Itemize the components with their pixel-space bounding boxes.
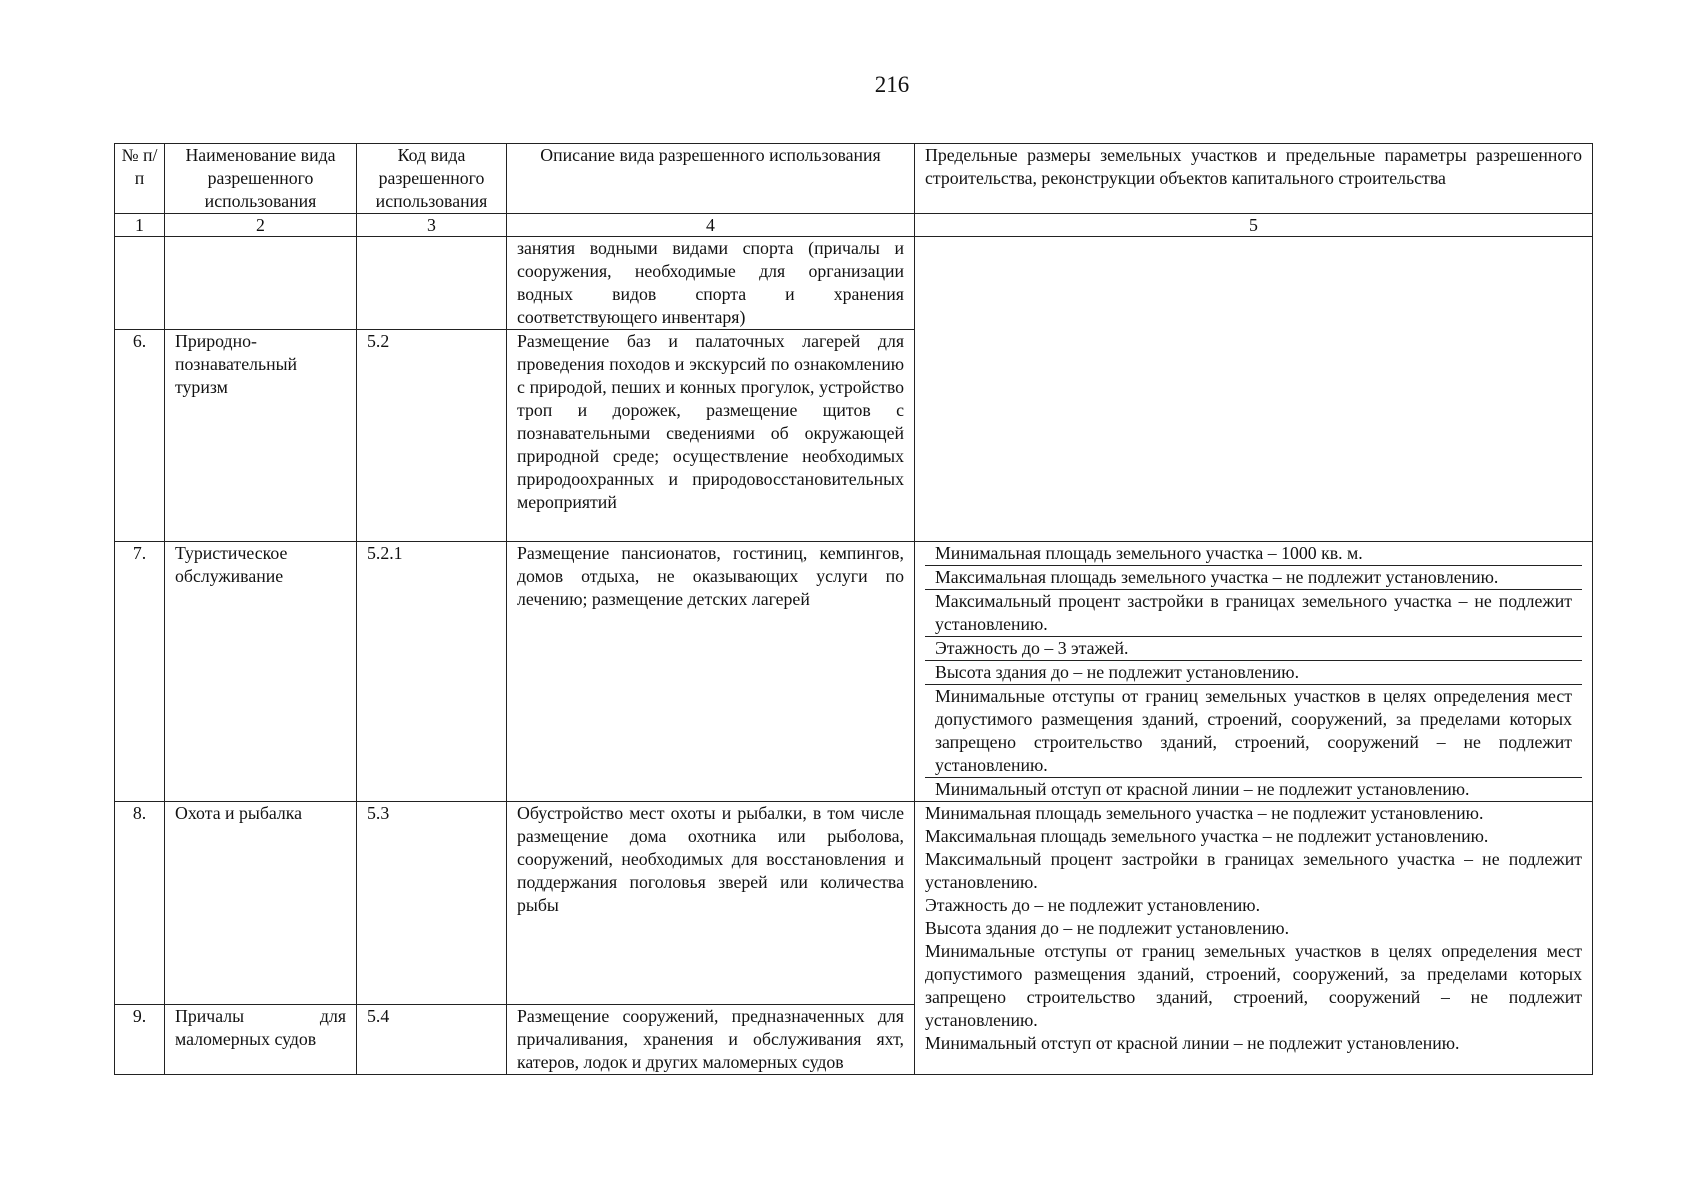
header-row	[115, 144, 1593, 214]
column-number: 1	[115, 214, 165, 237]
header-params: Предельные размеры земельных участков и предельные параметры разрешенного строительства, реконструкции объектов капитального строительства	[915, 144, 1593, 214]
param-height: Высота здания до – не подлежит установлению.	[925, 660, 1582, 684]
header-name: Наименование вида разрешенного использования	[165, 144, 357, 214]
param-red-line-setback: Минимальный отступ от красной линии – не подлежит установлению.	[925, 777, 1582, 801]
empty-params-cell	[915, 237, 1593, 542]
column-number: 2	[165, 214, 357, 237]
cont-code	[357, 237, 507, 330]
page-number: 216	[874, 72, 910, 97]
param-min-setbacks: Минимальные отступы от границ земельных участков в целях определения мест допустимого размещения зданий, строений, сооружений, за пределами которых запрещено строительство зданий, строений, сооружений – не подлежит установлению.	[925, 684, 1582, 777]
use-description: Размещение баз и палаточных лагерей для проведения походов и экскурсий по ознакомлению с природой, пеших и конных прогулок, устройство троп и дорожек, размещение щитов с познавательными сведениями об окружающей природной среде; осуществление необходимых природоохранных и природовосстановительных мероприятий	[507, 330, 915, 542]
header-desc: Описание вида разрешенного использования	[507, 144, 915, 214]
use-code: 5.4	[357, 1005, 507, 1075]
param-min-area: Минимальная площадь земельного участка – не подлежит установлению.	[925, 803, 1484, 823]
row-number: 6.	[115, 330, 165, 542]
table-row	[115, 237, 1593, 330]
param-floors: Этажность до – не подлежит установлению.	[925, 895, 1261, 915]
table-row	[115, 542, 1593, 802]
use-description: Размещение пансионатов, гостиниц, кемпингов, домов отдыха, не оказывающих услуги по лечению; размещение детских лагерей	[507, 542, 915, 802]
cont-name	[165, 237, 357, 330]
column-number: 3	[357, 214, 507, 237]
use-description: Размещение сооружений, предназначенных для причаливания, хранения и обслуживания яхт, катеров, лодок и других маломерных судов	[507, 1005, 915, 1075]
column-number-row	[115, 214, 1593, 237]
use-name: Природно-познавательный туризм	[165, 330, 357, 542]
param-max-area: Максимальная площадь земельного участка – не подлежит установлению.	[925, 565, 1582, 589]
column-number: 4	[507, 214, 915, 237]
table-row	[115, 802, 1593, 1005]
use-name: Охота и рыбалка	[165, 802, 357, 1005]
cont-num	[115, 237, 165, 330]
param-min-area: Минимальная площадь земельного участка – 1000 кв. м.	[935, 543, 1363, 563]
param-height: Высота здания до – не подлежит установлению.	[925, 918, 1290, 938]
row-number: 7.	[115, 542, 165, 802]
header-code: Код вида разрешенного использования	[357, 144, 507, 214]
row-number: 8.	[115, 802, 165, 1005]
param-max-area: Максимальная площадь земельного участка – не подлежит установлению.	[925, 826, 1489, 846]
use-code: 5.3	[357, 802, 507, 1005]
param-max-building-percent: Максимальный процент застройки в границах земельного участка – не подлежит установлению.	[925, 589, 1582, 636]
use-code: 5.2.1	[357, 542, 507, 802]
param-max-building-percent: Максимальный процент застройки в границах земельного участка – не подлежит установлению.	[925, 849, 1582, 892]
use-name: Туристическое обслуживание	[165, 542, 357, 802]
params-cell	[915, 542, 1593, 802]
use-code: 5.2	[357, 330, 507, 542]
param-min-setbacks: Минимальные отступы от границ земельных участков в целях определения мест допустимого размещения зданий, строений, сооружений, за пределами которых запрещено строительство зданий, строений, сооружений – не подлежит установлению.	[925, 941, 1582, 1030]
cont-desc: занятия водными видами спорта (причалы и сооружения, необходимые для организации водных видов спорта и хранения соответствующего инвентаря)	[507, 237, 915, 330]
param-floors: Этажность до – 3 этажей.	[925, 636, 1582, 660]
use-description: Обустройство мест охоты и рыбалки, в том числе размещение дома охотника или рыболова, сооружений, необходимых для восстановления и поддержания поголовья зверей или количества рыбы	[507, 802, 915, 1005]
param-red-line-setback: Минимальный отступ от красной линии – не подлежит установлению.	[925, 1033, 1460, 1053]
row-number: 9.	[115, 1005, 165, 1075]
land-use-table	[114, 143, 1593, 1075]
use-name: Причалы для маломерных судов	[165, 1005, 357, 1075]
column-number: 5	[915, 214, 1593, 237]
header-num: № п/п	[115, 144, 165, 214]
params-cell	[915, 802, 1593, 1075]
